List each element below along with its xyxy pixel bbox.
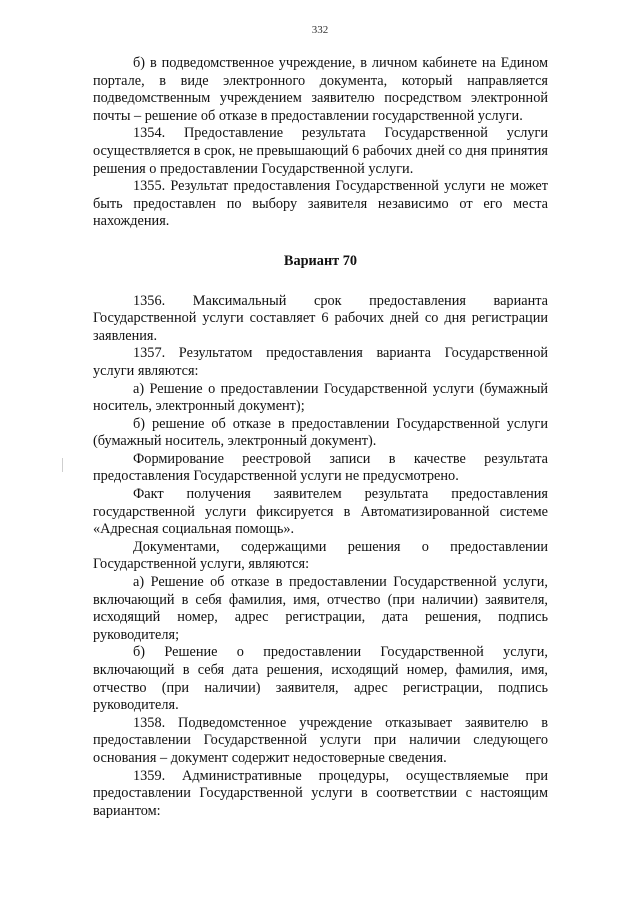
paragraph: 1358. Подведомстенное учреждение отказывает заявителю в предоставлении Государственной услуги при наличии следующего основания – документ содержит недостоверные сведения. <box>93 714 548 766</box>
paragraph: 1356. Максимальный срок предоставления варианта Государственной услуги составляет 6 рабочих дней со дня регистрации заявления. <box>93 292 548 344</box>
page-number: 332 <box>311 24 329 36</box>
paragraph: 1354. Предоставление результата Государственной услуги осуществляется в срок, не превышающий 6 рабочих дней со дня принятия решения о предоставлении Государственной услуги. <box>93 125 548 177</box>
paragraph: Документами, содержащими решения о предоставлении Государственной услуги, являются: <box>93 538 548 573</box>
paragraph: а) Решение о предоставлении Государственной услуги (бумажный носитель, электронный документ); <box>93 380 548 415</box>
document-body <box>93 55 548 820</box>
margin-mark <box>62 458 63 472</box>
paragraph: 1357. Результатом предоставления варианта Государственной услуги являются: <box>93 345 548 379</box>
paragraph: Факт получения заявителем результата предоставления государственной услуги фиксируется в Автоматизированной системе «Адресная социальная помощь». <box>93 486 548 538</box>
paragraph: б) Решение о предоставлении Государственной услуги, включающий в себя дата решения, исходящий номер, фамилия, имя, отчество (при наличии) заявителя, адрес регистрации, подпись руководителя. <box>93 644 548 714</box>
paragraph: Формирование реестровой записи в качестве результата предоставления Государственной услуги не предусмотрено. <box>93 450 548 485</box>
paragraph: а) Решение об отказе в предоставлении Государственной услуги, включающий в себя фамилия, имя, отчество (при наличии) заявителя, исходящий номер, адрес регистрации, дата решения, подпись руководителя; <box>93 574 548 643</box>
paragraph: б) в подведомственное учреждение, в личном кабинете на Едином портале, в виде электронного документа, который направляется подведомственным учреждением заявителю посредством электронной почты – решение об отказе в предоставлении государственной услуги. <box>93 55 548 124</box>
paragraph: б) решение об отказе в предоставлении Государственной услуги (бумажный носитель, электронный документ). <box>93 415 548 450</box>
section-heading: Вариант 70 <box>283 252 358 269</box>
paragraph: 1359. Административные процедуры, осуществляемые при предоставлении Государственной услуги в соответствии с настоящим вариантом: <box>93 767 548 819</box>
paragraph: 1355. Результат предоставления Государственной услуги не может быть предоставлен по выбору заявителя независимо от его места нахождения. <box>93 178 548 230</box>
